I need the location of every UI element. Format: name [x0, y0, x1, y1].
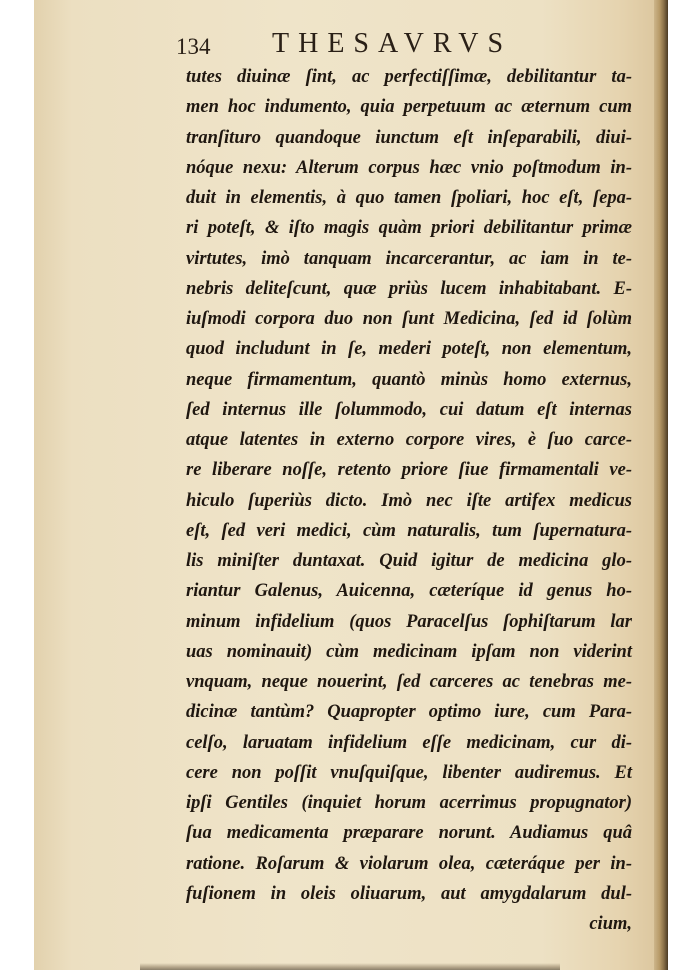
- page-edge-shadow: [654, 0, 668, 970]
- text-line: atque latentes in externo corpore vires, è ſuo carce-: [186, 430, 632, 450]
- text-line: nebris deliteſcunt, quæ priùs lucem inhabitabant. E-: [186, 278, 632, 299]
- text-line: iuſmodi corpora duo non ſunt Medicina, ſed id ſolùm: [186, 309, 632, 329]
- text-line: dicinæ tantùm? Quapropter optimo iure, cum Para-: [186, 702, 632, 723]
- text-line: ratione. Roſarum & violarum olea, cæteráque per in-: [186, 853, 632, 874]
- text-line: ri poteſt, & iſto magis quàm priori debilitantur primæ: [186, 218, 632, 239]
- text-line: tutes diuinæ ſint, ac perfectiſſimæ, debilitantur ta-: [186, 67, 632, 87]
- text-line: celſo, laruatam infidelium eſſe medicinam, cur di-: [186, 732, 632, 753]
- text-line: fuſionem in oleis oliuarum, aut amygdalarum dul-: [186, 883, 632, 904]
- text-line: minum infidelium (quos Paracelſus ſophiſtarum lar: [186, 611, 632, 632]
- text-line: riantur Galenus, Auicenna, cæteríque id genus ho-: [186, 581, 632, 602]
- text-line: ſed internus ille ſolummodo, cui datum eſt internas: [186, 399, 632, 420]
- text-line: virtutes, imò tanquam incarcerantur, ac iam in te-: [186, 248, 632, 269]
- text-line: nóque nexu: Alterum corpus hæc vnio poſtmodum in-: [186, 157, 632, 178]
- text-line: vnquam, neque nouerint, ſed carceres ac tenebras me-: [186, 672, 632, 692]
- text-line: quod includunt in ſe, mederi poteſt, non elementum,: [186, 339, 632, 360]
- page-number: 134: [176, 34, 211, 59]
- text-line: eſt, ſed veri medici, cùm naturalis, tum ſupernatura-: [186, 520, 632, 541]
- running-title: THESAVRVS: [272, 28, 513, 59]
- text-line: re liberare noſſe, retento priore ſiue firmamentali ve-: [186, 460, 632, 481]
- catchword: cium,: [589, 914, 632, 934]
- text-line: ſua medicamenta præparare norunt. Audiamus quâ: [186, 823, 632, 844]
- body-text: [186, 62, 632, 939]
- bottom-edge-shadow: [140, 963, 560, 970]
- text-line: neque firmamentum, quantò minùs homo externus,: [186, 369, 632, 390]
- text-line: uas nominauit) cùm medicinam ipſam non viderint: [186, 641, 632, 662]
- text-line: cere non poſſit vnuſquiſque, libenter audiremus. Et: [186, 762, 632, 783]
- text-line: lis miniſter duntaxat. Quid igitur de medicina glo-: [186, 551, 632, 571]
- text-line: tranſituro quandoque iunctum eſt inſeparabili, diui-: [186, 127, 632, 148]
- text-line: ipſi Gentiles (inquiet horum acerrimus propugnator): [186, 793, 632, 813]
- text-line: duit in elementis, à quo tamen ſpoliari, hoc eſt, ſepa-: [186, 188, 632, 208]
- text-line: men hoc indumento, quia perpetuum ac æternum cum: [186, 97, 632, 118]
- page-header: [176, 24, 546, 64]
- text-line: hiculo ſuperiùs dicto. Imò nec iſte artifex medicus: [186, 490, 632, 511]
